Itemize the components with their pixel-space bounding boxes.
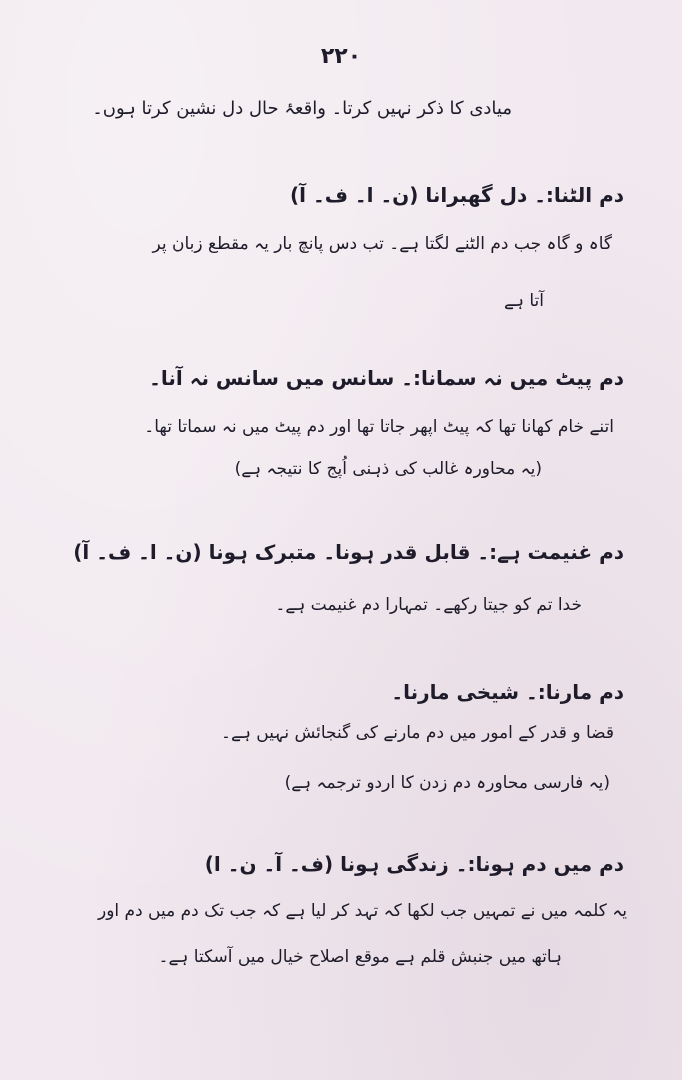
idiom-example: ہاتھ میں جنبش قلم ہے موقع اصلاح خیال میں آسکتا ہے۔ [158,947,562,967]
idiom-note: (یہ محاورہ غالب کی ذہنی اُپج کا نتیجہ ہے) [234,459,542,479]
idiom-example: آتا ہے [504,291,544,311]
idiom-heading: دم غنیمت ہے:۔ قابل قدر ہونا۔ متبرک ہونا (ن۔ ا۔ ف۔ آ) [73,540,624,564]
idiom-example: یہ کلمہ میں نے تمہیں جب لکھا کہ تہد کر لیا ہے کہ جب تک دم میں دم اور [98,901,627,921]
idiom-example: خدا تم کو جیتا رکھے۔ تمہارا دم غنیمت ہے۔ [275,595,582,615]
idiom-example: اتنے خام کھانا تھا کہ پیٹ اپھر جاتا تھا اور دم پیٹ میں نہ سماتا تھا۔ [144,417,614,437]
idiom-heading: دم الٹنا:۔ دل گھبرانا (ن۔ ا۔ ف۔ آ) [290,183,624,207]
idiom-heading: دم پیٹ میں نہ سمانا:۔ سانس میں سانس نہ آنا۔ [149,366,624,390]
idiom-note: (یہ فارسی محاورہ دم زدن کا اردو ترجمہ ہے) [284,773,610,793]
idiom-example: گاہ و گاہ جب دم الٹنے لگتا ہے۔ تب دس پانچ بار یہ مقطع زبان پر [152,234,612,254]
text-line: میادی کا ذکر نہیں کرتا۔ واقعۂ حال دل نشین کرتا ہوں۔ [92,98,512,119]
idiom-example: قضا و قدر کے امور میں دم مارنے کی گنجائش نہیں ہے۔ [221,723,614,743]
idiom-heading: دم میں دم ہونا:۔ زندگی ہونا (ف۔ آ۔ ن۔ ا) [204,852,624,876]
idiom-heading: دم مارنا:۔ شیخی مارنا۔ [391,680,624,704]
page-number: ۲۲۰ [320,44,362,69]
